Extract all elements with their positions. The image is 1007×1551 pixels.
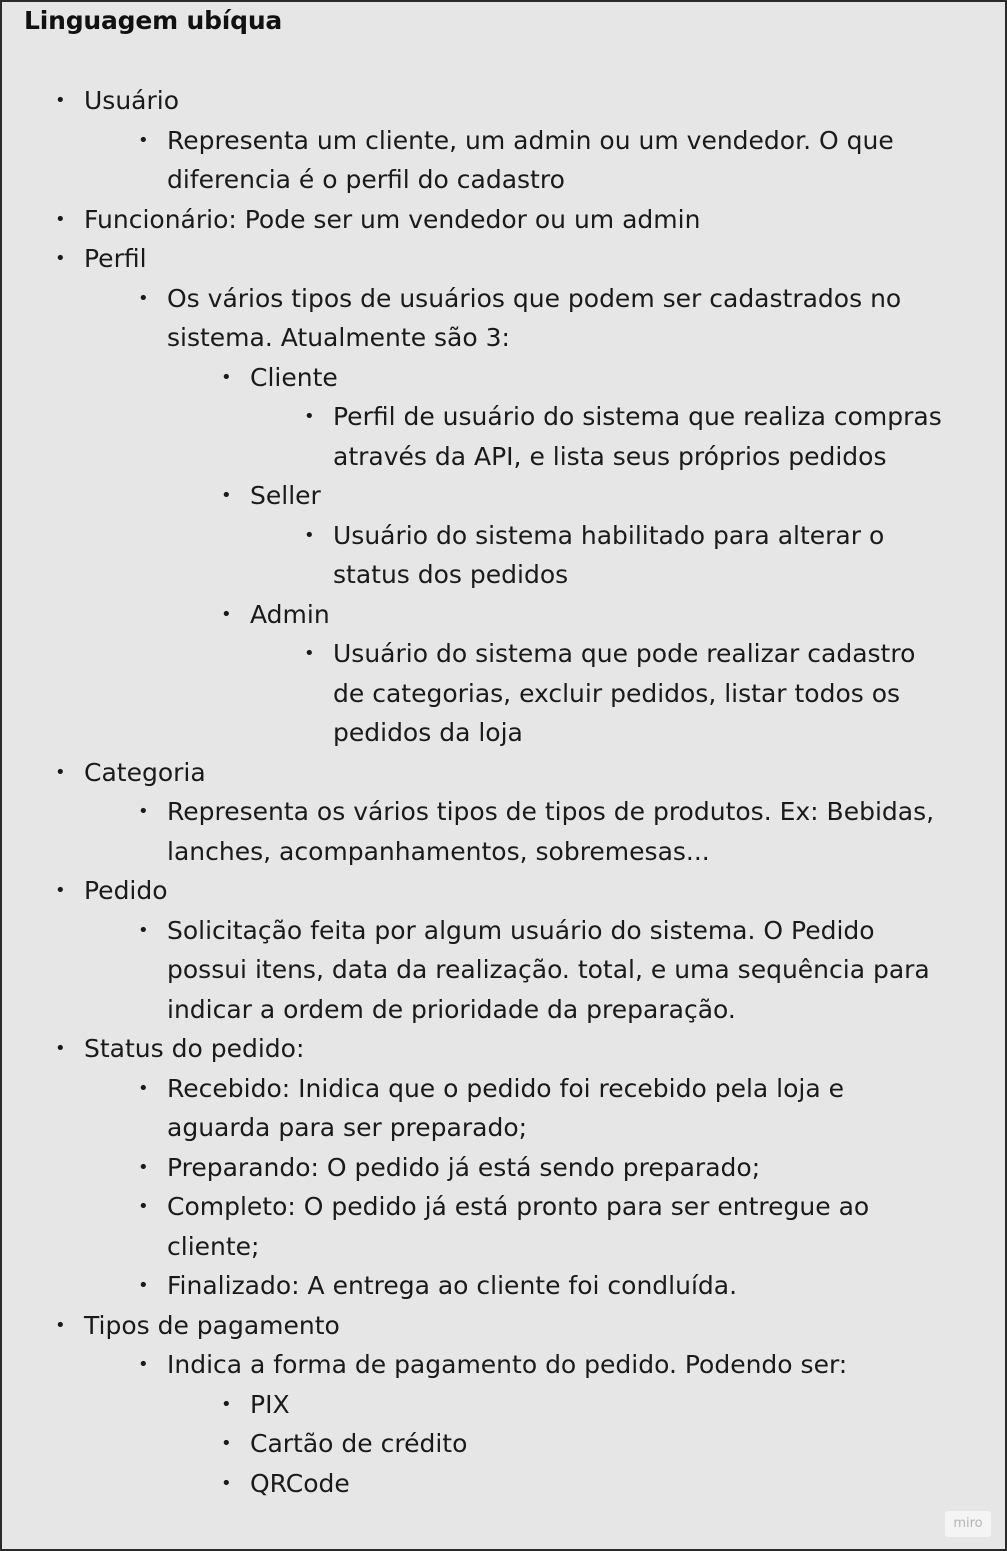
list-item-cliente-desc: • Perfil de usuário do sistema que realiza compras através da API, e lista seus próprios pedidos (2, 397, 1005, 476)
list-item-status-completo: • Completo: O pedido já está pronto para ser entregue ao cliente; (2, 1187, 1005, 1266)
list-item-qrcode: • QRCode (2, 1464, 1005, 1504)
list-item-status: • Status do pedido: (2, 1029, 1005, 1069)
miro-watermark: miro (945, 1511, 991, 1537)
list-item-usuario-desc: • Representa um cliente, um admin ou um vendedor. O que diferencia é o perfil do cadastro (2, 121, 1005, 200)
list-item-perfil-desc: • Os vários tipos de usuários que podem ser cadastrados no sistema. Atualmente são 3: (2, 279, 1005, 358)
list-item-seller-desc: • Usuário do sistema habilitado para alterar o status dos pedidos (2, 516, 1005, 595)
list-item-pagamento: • Tipos de pagamento (2, 1306, 1005, 1346)
list-item-status-recebido: • Recebido: Inidica que o pedido foi recebido pela loja e aguarda para ser preparado; (2, 1069, 1005, 1148)
list-item-perfil: • Perfil (2, 239, 1005, 279)
card-title: Linguagem ubíqua (24, 6, 283, 35)
list-item-funcionario: • Funcionário: Pode ser um vendedor ou um admin (2, 200, 1005, 240)
list-item-admin: • Admin (2, 595, 1005, 635)
list-item-pedido: • Pedido (2, 871, 1005, 911)
list-item-admin-desc: • Usuário do sistema que pode realizar cadastro de categorias, excluir pedidos, listar todos os pedidos da loja (2, 634, 1005, 753)
list-item-cartao: • Cartão de crédito (2, 1424, 1005, 1464)
list-item-status-finalizado: • Finalizado: A entrega ao cliente foi condluída. (2, 1266, 1005, 1306)
list-item-pedido-desc: • Solicitação feita por algum usuário do sistema. O Pedido possui itens, data da realização. total, e uma sequência para indicar a ordem de prioridade da preparação. (2, 911, 1005, 1030)
list-item-categoria: • Categoria (2, 753, 1005, 793)
list-item-pix: • PIX (2, 1385, 1005, 1425)
bullet-list (2, 81, 1005, 1503)
list-item-usuario: • Usuário (2, 81, 1005, 121)
list-item-pagamento-desc: • Indica a forma de pagamento do pedido. Podendo ser: (2, 1345, 1005, 1385)
list-item-status-preparando: • Preparando: O pedido já está sendo preparado; (2, 1148, 1005, 1188)
list-item-seller: • Seller (2, 476, 1005, 516)
list-item-cliente: • Cliente (2, 358, 1005, 398)
list-item-categoria-desc: • Representa os vários tipos de tipos de produtos. Ex: Bebidas, lanches, acompanhamentos, sobremesas... (2, 792, 1005, 871)
